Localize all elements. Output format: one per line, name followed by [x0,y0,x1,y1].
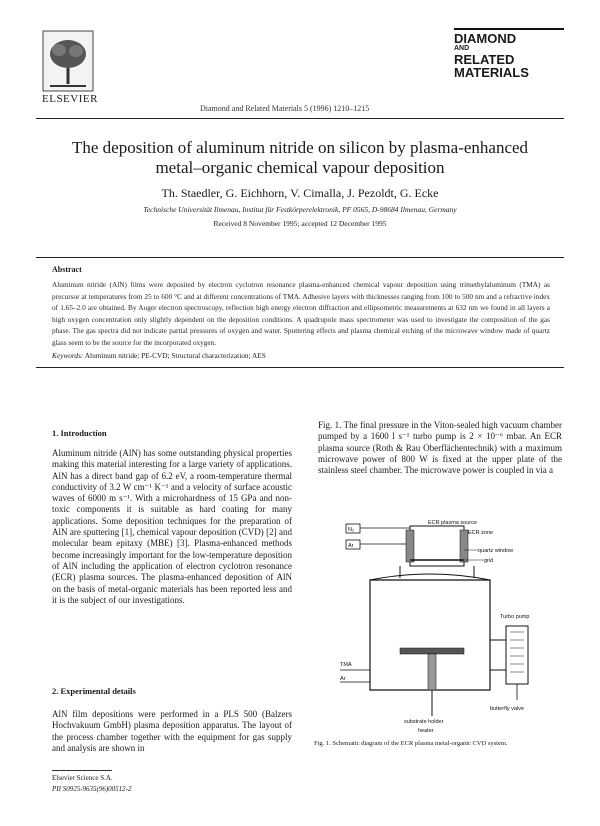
abstract-heading: Abstract [52,265,82,274]
tma-inlet [340,662,370,682]
abstract-top-divider [36,257,564,258]
brand-line-4: MATERIALS [454,65,529,80]
label-heater: heater [418,728,434,734]
section-2-heading: 2. Experimental details [52,686,136,696]
label-turbo-pump: Turbo pump [500,614,530,620]
label-butterfly-valve: butterfly valve [490,706,524,712]
footer-pii: PII S0925-9635(96)00512-2 [52,785,132,793]
label-ecr-source: ECR plasma source [428,520,477,526]
section-1-text: Aluminum nitride (AlN) has some outstanding physical properties making this material interesting for a large variety of applications. AlN has a direct band gap of 6.2 eV, a room-temperature thermal conductivity of 3.2 W cm⁻¹ K⁻¹ and a velocity of surface acoustic waves of 6000 m s⁻¹. With a microhardness of 15 GPa and non-toxic components it is suitable as hard coating for many applications. Some deposition techniques for the preparation of AlN are sputtering [1], chemical vapour deposition (CVD) [2] and molecular beam epitaxy (MBE) [3]. Plasma-enhanced methods become increasingly important for the low-temperature deposition of AlN including the application of electron cyclotron resonance (ECR) plasma sources. The plasma-enhanced deposition of AlN on the basis of metal-organic materials has been reported less and it is the subject of our investigations. [52,448,292,605]
substrate-holder [400,648,464,734]
label-ecr-zone: ECR zone [468,530,494,536]
figure-caption: Fig. 1. Schematic diagram of the ECR plasma metal-organic CVD system. [314,740,508,747]
ecr-system-schematic [340,520,540,736]
label-substrate-holder: substrate holder [404,719,444,725]
section-1-heading: 1. Introduction [52,428,107,438]
label-ar: Ar [348,543,354,549]
section-2-text: AlN film depositions were performed in a PLS 500 (Balzers Hochvakuum GmbH) plasma deposition apparatus. The layout of the process chamber together with the equipment for gas supply and analysis are shown in [52,709,292,753]
keywords-list: Aluminum nitride; PE-CVD; Structural characterization; AES [84,351,266,360]
article-title [40,138,560,178]
abstract-bottom-divider [36,367,564,368]
brand-line-2: AND [454,45,470,52]
keywords [52,351,550,360]
received-dates: Received 8 November 1995; accepted 12 December 1995 [213,219,387,228]
brand-line-3: RELATED [454,52,515,67]
journal-brand-logo [454,28,564,79]
label-n2: N₂ [348,527,355,533]
gas-inlets [346,524,410,549]
brand-line-1: DIAMOND [454,31,517,46]
journal-citation: Diamond and Related Materials 5 (1996) 1210–1215 [200,104,370,113]
title-line-2: metal–organic chemical vapour deposition [155,158,445,177]
elsevier-tree-logo [42,30,94,92]
label-quartz-window: quartz window [478,548,514,554]
keywords-label: Keywords: [52,351,84,360]
ecr-source [406,520,513,566]
publisher-name: ELSEVIER [42,93,98,105]
turbo-pump [490,614,529,712]
affiliation: Technische Universität Ilmenau, Institut für Festkörperelektronik, PF 0565, D-98684 Ilmenau, Germany [143,205,457,214]
footer-publisher: Elsevier Science S.A. [52,774,113,782]
label-grid: grid [484,558,494,564]
label-ar-2: Ar [340,676,346,682]
footer-divider [52,770,112,771]
header-divider [36,118,564,119]
title-line-1: The deposition of aluminum nitride on silicon by plasma-enhanced [71,138,529,157]
abstract-text: Aluminum nitride (AlN) films were deposited by electron cyclotron resonance plasma-enhanced chemical vapour deposition using trimethylaluminum (TMA) as precursor at temperatures from 25 to 600 °C and at different concentrations of TMA. Adhesive layers with thicknesses ranging from 100 to 500 nm and a refractive index of 1.65–2.0 are obtained. By Auger electron spectroscopy, reflection high energy electron diffraction and ellipsometric measurements at 632 nm we found in all layers a high oxygen concentration only slightly dependent on the deposition conditions. A quadrupole mass spectrometer was used to investigate the composition of the gas phase. The gas spectra did not indicate partial pressures of oxygen and water. Sputtering effects and plasma chemical etching of the microwave window made of quartz glass seem to be the source for the incorporated oxygen. [52,280,550,347]
authors: Th. Staedler, G. Eichhorn, V. Cimalla, J. Pezoldt, G. Ecke [161,186,439,200]
column-2-text: Fig. 1. The final pressure in the Viton-sealed high vacuum chamber pumped by a 1600 l s⁻¹ turbo pump is 2 × 10⁻⁶ mbar. An ECR plasma source (Roth & Rau Oberflächentechnik) with a maximum microwave power of 800 W is fixed at the upper plate of the stainless steel chamber. The microwave power is coupled in via a [318,420,562,476]
label-tma: TMA [340,662,352,668]
